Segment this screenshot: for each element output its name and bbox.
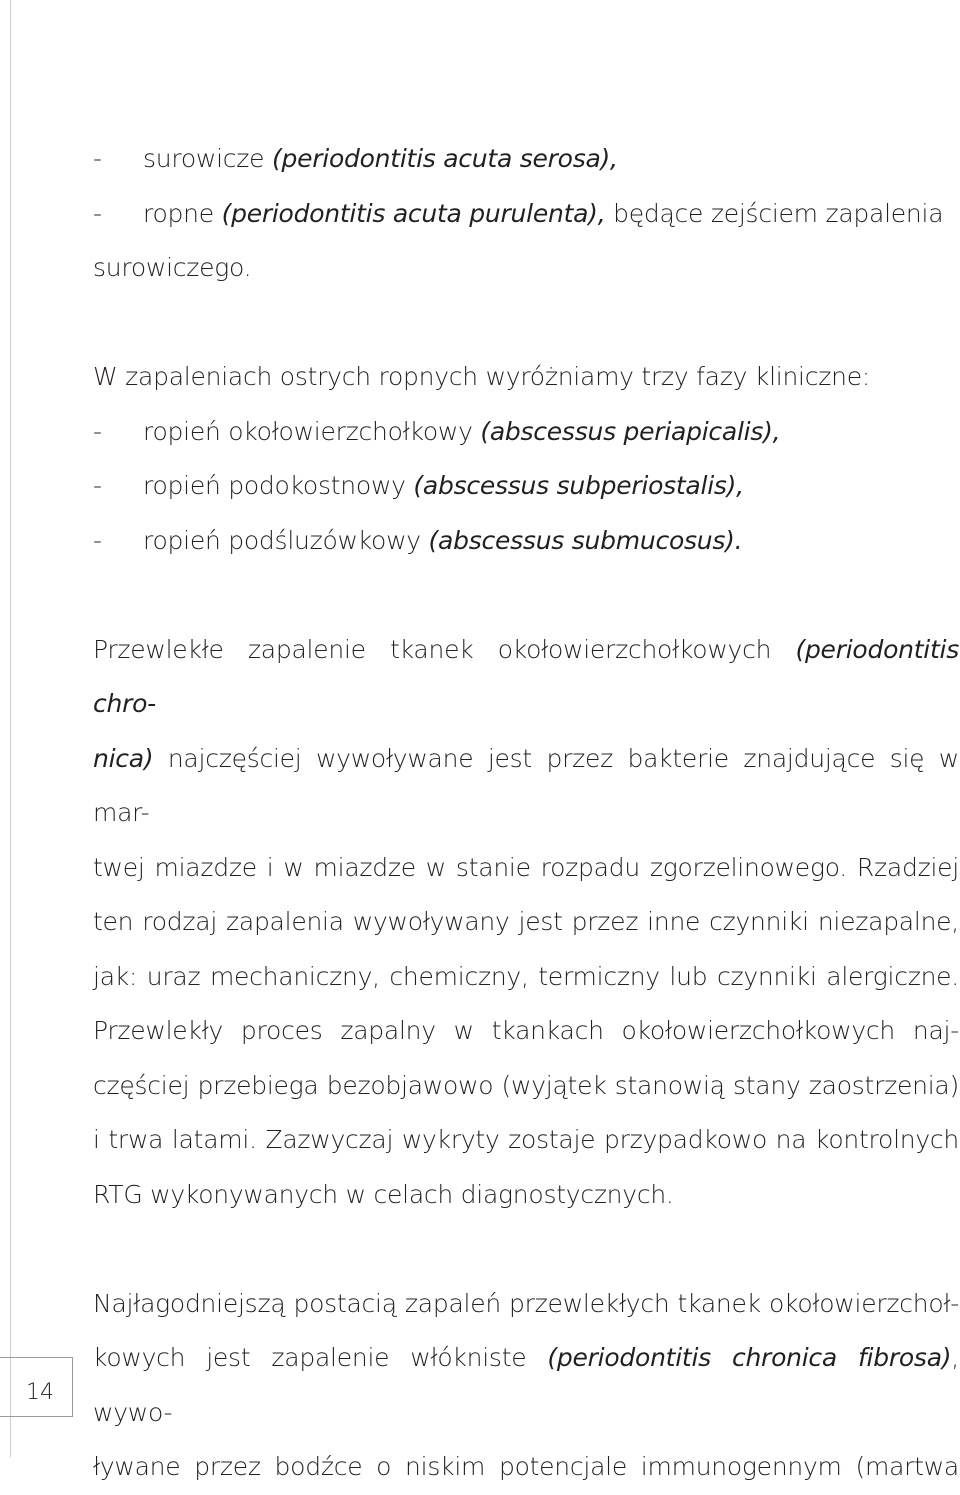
text-line: Najłagodniejszą postacią zapaleń przewlekłych tkanek okołowierzchoł- bbox=[93, 1288, 959, 1318]
clinical-phases-section bbox=[93, 350, 959, 568]
body-text bbox=[93, 132, 959, 1495]
list-item: - ropień podokostnowy (abscessus subperiostalis), bbox=[93, 471, 744, 500]
text-line: RTG wykonywanych w celach diagnostycznych. bbox=[93, 1179, 674, 1209]
list-item: - ropień podśluzówkowy (abscessus submucosus). bbox=[93, 525, 743, 555]
page-edge-line bbox=[10, 0, 11, 1457]
text-line: jak: uraz mechaniczny, chemiczny, termiczny lub czynniki alergiczne. bbox=[93, 961, 959, 991]
text-line: Przewlekłe zapalenie tkanek okołowierzchołkowych (periodontitis chro- bbox=[93, 634, 959, 718]
text-line: ten rodzaj zapalenia wywoływany jest przez inne czynniki niezapalne, bbox=[93, 907, 959, 936]
section-intro: W zapaleniach ostrych ropnych wyróżniamy trzy fazy kliniczne: bbox=[93, 362, 871, 391]
text-line: Przewlekły proces zapalny w tkankach okołowierzchołkowych naj- bbox=[93, 1016, 959, 1045]
list-item-continuation: surowiczego. bbox=[93, 253, 252, 282]
text-line: i trwa latami. Zazwyczaj wykryty zostaje przypadkowo na kontrolnych bbox=[93, 1125, 959, 1154]
list-item: - ropień okołowierzchołkowy (abscessus periapicalis), bbox=[93, 416, 781, 446]
text-line: częściej przebiega bezobjawowo (wyjątek stanowią stany zaostrzenia) bbox=[93, 1070, 959, 1100]
text-line: twej miazdze i w miazdze w stanie rozpadu zgorzelinowego. Rzadziej bbox=[93, 852, 959, 882]
chronic-inflammation-paragraph bbox=[93, 623, 959, 1223]
list-item: - surowicze (periodontitis acuta serosa), bbox=[93, 144, 618, 173]
list-item: - ropne (periodontitis acuta purulenta), będące zejściem zapalenia bbox=[93, 198, 944, 228]
text-line: ływane przez bodźce o niskim potencjale immunogennym (martwa bbox=[93, 1452, 959, 1481]
page-number: 14 bbox=[26, 1380, 54, 1405]
fibrous-inflammation-paragraph bbox=[93, 1277, 959, 1495]
text-line: nica) najczęściej wywoływane jest przez bakterie znajdujące się w mar- bbox=[93, 743, 959, 827]
text-line: kowych jest zapalenie włókniste (periodontitis chronica fibrosa), wywo- bbox=[93, 1343, 959, 1427]
inflammation-types-list bbox=[93, 132, 959, 296]
